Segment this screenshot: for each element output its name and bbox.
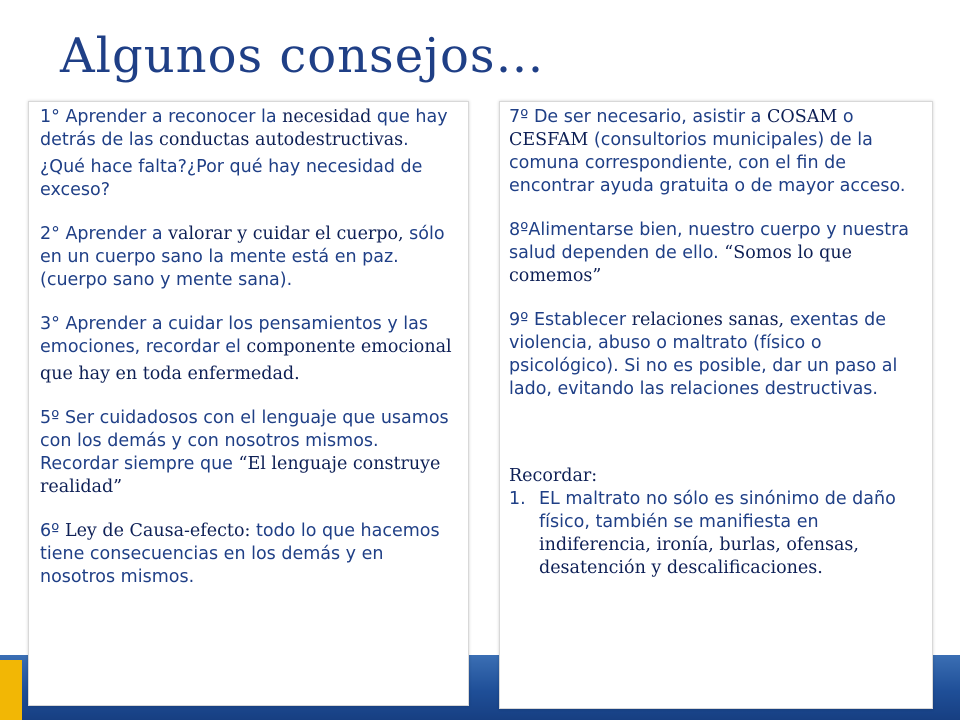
tip-3-continuation: que hay en toda enfermedad. <box>40 364 300 384</box>
tip-8: 8ºAlimentarse bien, nuestro cuerpo y nuestra salud dependen de ello. “Somos lo que comemos” <box>509 220 909 286</box>
tip-1-question: ¿Qué hace falta?¿Por qué hay necesidad de exceso? <box>40 157 423 200</box>
tip-1: 1° Aprender a reconocer la necesidad que hay detrás de las conductas autodestructivas. <box>40 107 448 150</box>
footer-accent <box>0 660 22 720</box>
list-item-text: EL maltrato no sólo es sinónimo de daño físico, también se manifiesta en indiferencia, ironía, burlas, ofensas, desatención y descalificaciones. <box>539 489 896 578</box>
tip-3: 3° Aprender a cuidar los pensamientos y las emociones, recordar el componente emocional <box>40 314 452 357</box>
right-text-box <box>499 101 933 709</box>
tip-9: 9º Establecer relaciones sanas, exentas de violencia, abuso o maltrato (físico o psicológico). Si no es posible, dar un paso al lado, evitando las relaciones destructivas. <box>509 310 898 399</box>
tip-2: 2° Aprender a valorar y cuidar el cuerpo, sólo en un cuerpo sano la mente está en paz. (cuerpo sano y mente sana). <box>40 224 445 290</box>
recordar-heading: Recordar: <box>509 466 598 486</box>
left-text-box <box>28 101 469 706</box>
list-item <box>509 488 920 580</box>
list-number: 1. <box>509 489 526 509</box>
slide-title: Algunos consejos… <box>60 28 545 84</box>
tip-7: 7º De ser necesario, asistir a COSAM o CESFAM (consultorios municipales) de la comuna correspondiente, con el fin de encontrar ayuda gratuita o de mayor acceso. <box>509 107 906 196</box>
tip-6: 6º Ley de Causa-efecto: todo lo que hacemos tiene consecuencias en los demás y en nosotros mismos. <box>40 521 440 587</box>
tip-5: 5º Ser cuidadosos con el lenguaje que usamos con los demás y con nosotros mismos. Recordar siempre que “El lenguaje construye realidad” <box>40 408 449 497</box>
